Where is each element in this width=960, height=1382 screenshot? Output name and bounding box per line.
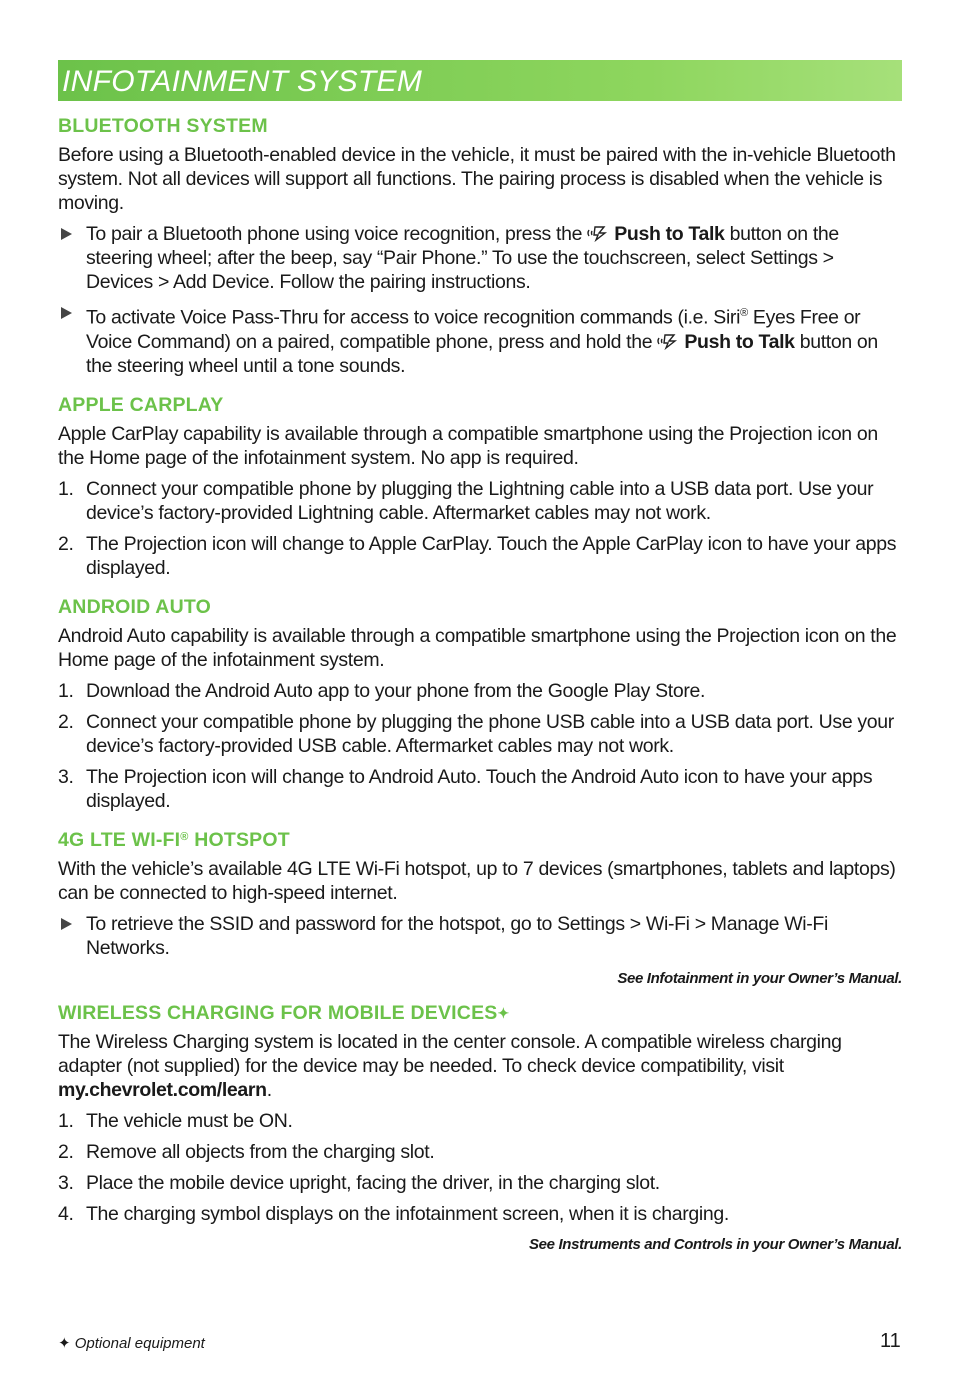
bullet-text: button on the steering wheel until a tone sounds. — [86, 330, 878, 377]
bullet-text: Eyes Free or Voice Command) on a paired, compatible phone, press and hold the — [86, 306, 861, 353]
manual-reference: See Infotainment in your Owner’s Manual. — [617, 969, 902, 987]
bluetooth-bullet-2 — [58, 301, 904, 378]
footer-note — [58, 1334, 205, 1352]
android-heading: ANDROID AUTO — [58, 595, 211, 618]
list-item — [58, 477, 904, 525]
learn-link[interactable]: my.chevrolet.com/learn — [58, 1078, 267, 1101]
carplay-intro: Apple CarPlay capability is available through a compatible smartphone using the Projection icon on the Home page of the infotainment system. No app is required. — [58, 422, 878, 469]
bluetooth-intro: Before using a Bluetooth-enabled device in the vehicle, it must be paired with the in-vehicle Bluetooth system. Not all devices will support all functions. The pairing process is disabled when the vehicle is moving. — [58, 144, 896, 214]
wireless-intro-text: The Wireless Charging system is located in the center console. A compatible wireless charging adapter (not supplied) for the device may be needed. To check device compatibility, visit — [58, 1030, 842, 1077]
hotspot-heading-text: HOTSPOT — [194, 828, 290, 851]
list-item — [58, 532, 904, 580]
optional-equipment-icon: ✦ — [58, 1335, 71, 1352]
step-number: 1. — [58, 1109, 74, 1132]
registered-mark: ® — [740, 307, 748, 319]
page-number: 11 — [880, 1330, 901, 1352]
banner-title: INFOTAINMENT SYSTEM — [62, 65, 423, 98]
step-text: Connect your compatible phone by plugging the phone USB cable into a USB data port. Use your device’s factory-provided USB cable. Aftermarket cables may not work. — [86, 710, 894, 757]
bullet-text: button on the steering wheel; after the beep, say “Pair Phone.” To use the touchscreen, select Settings > Devices > Add Device. Follow the pairing instructions. — [86, 223, 839, 293]
list-item — [58, 1140, 904, 1164]
list-item — [58, 1202, 904, 1226]
step-number: 3. — [58, 765, 74, 788]
list-item — [58, 765, 904, 813]
step-number: 1. — [58, 679, 74, 702]
registered-mark: ® — [180, 830, 189, 843]
list-item — [58, 1171, 904, 1195]
push-to-talk-icon — [657, 332, 679, 350]
step-text: The Projection icon will change to Apple CarPlay. Touch the Apple CarPlay icon to have your apps displayed. — [86, 532, 897, 579]
step-number: 4. — [58, 1202, 74, 1225]
section-banner — [58, 60, 902, 101]
step-text: Download the Android Auto app to your phone from the Google Play Store. — [86, 679, 706, 702]
carplay-heading: APPLE CARPLAY — [58, 393, 224, 416]
optional-equipment-icon: ✦ — [497, 1004, 510, 1021]
hotspot-intro: With the vehicle’s available 4G LTE Wi-Fi hotspot, up to 7 devices (smartphones, tablets and laptops) can be connected to high-speed internet. — [58, 857, 896, 904]
page-content — [58, 114, 904, 1261]
footer-note-text: Optional equipment — [74, 1335, 205, 1352]
push-to-talk-label: Push to Talk — [614, 223, 725, 245]
bullet-text: To activate Voice Pass-Thru for access to voice recognition commands (i.e. Siri — [86, 306, 741, 329]
step-number: 2. — [58, 532, 74, 555]
hotspot-heading — [58, 828, 904, 852]
step-text: The charging symbol displays on the infotainment screen, when it is charging. — [86, 1202, 729, 1225]
step-number: 2. — [58, 1140, 74, 1163]
step-text: Remove all objects from the charging slot. — [86, 1140, 435, 1163]
wireless-intro-text: . — [266, 1078, 272, 1101]
hotspot-bullet — [58, 912, 904, 960]
triangle-bullet-icon — [61, 918, 72, 930]
wireless-heading-text: WIRELESS CHARGING FOR MOBILE DEVICES — [58, 1001, 498, 1024]
list-item — [58, 679, 904, 703]
bullet-text: To retrieve the SSID and password for the hotspot, go to Settings > Wi-Fi > Manage Wi-Fi Networks. — [86, 912, 828, 959]
wireless-heading — [58, 1001, 904, 1025]
bullet-text: To pair a Bluetooth phone using voice recognition, press the — [86, 223, 583, 245]
manual-reference: See Instruments and Controls in your Owner’s Manual. — [529, 1235, 902, 1253]
bluetooth-bullet-1 — [58, 222, 904, 294]
list-item — [58, 710, 904, 758]
step-text: Place the mobile device upright, facing the driver, in the charging slot. — [86, 1171, 660, 1194]
step-number: 2. — [58, 710, 74, 733]
step-number: 3. — [58, 1171, 74, 1194]
step-text: The vehicle must be ON. — [86, 1109, 293, 1132]
step-number: 1. — [58, 477, 74, 500]
step-text: The Projection icon will change to Android Auto. Touch the Android Auto icon to have your apps displayed. — [86, 765, 873, 812]
triangle-bullet-icon — [61, 307, 72, 319]
hotspot-heading-text: 4G LTE WI-FI — [58, 828, 181, 851]
triangle-bullet-icon — [61, 228, 72, 240]
wireless-intro — [58, 1030, 904, 1102]
bluetooth-heading: BLUETOOTH SYSTEM — [58, 115, 268, 137]
android-intro: Android Auto capability is available through a compatible smartphone using the Projection icon on the Home page of the infotainment system. — [58, 624, 897, 671]
push-to-talk-label: Push to Talk — [684, 330, 795, 353]
push-to-talk-icon — [587, 224, 609, 242]
step-text: Connect your compatible phone by plugging the Lightning cable into a USB data port. Use your device’s factory-provided Lightning cable. Aftermarket cables may not work. — [86, 477, 874, 524]
list-item — [58, 1109, 904, 1133]
